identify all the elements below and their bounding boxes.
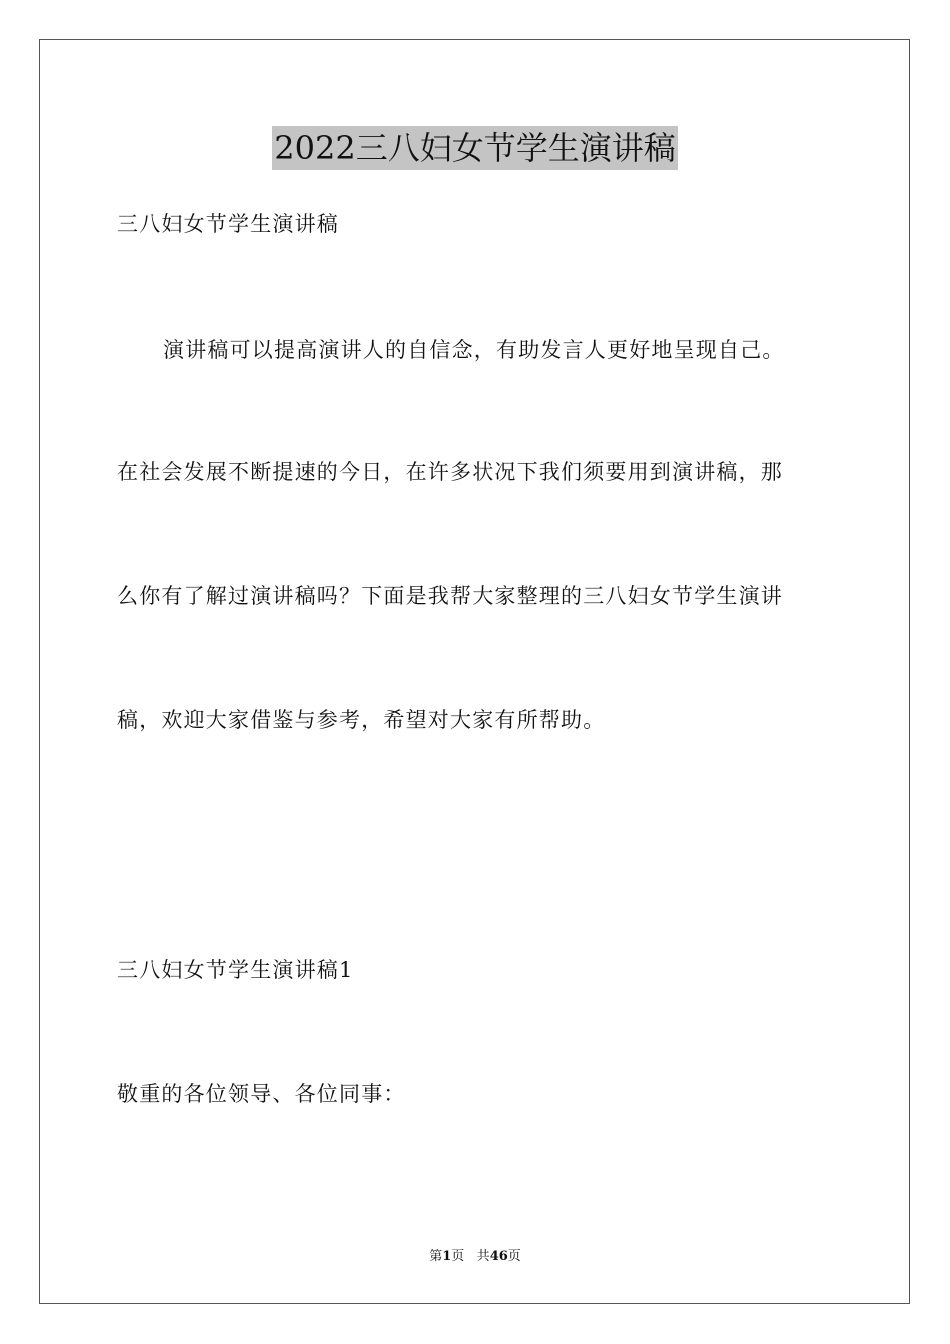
intro-line-1: 演讲稿可以提高演讲人的自信念，有助发言人更好地呈现自己。	[163, 338, 785, 362]
title-container	[0, 126, 950, 170]
footer-page-prefix: 第	[429, 1249, 443, 1264]
footer-total-prefix: 共	[476, 1249, 490, 1264]
footer-total-suffix: 页	[507, 1249, 521, 1264]
footer-page-number: 1	[442, 1249, 452, 1264]
footer-page-suffix: 页	[451, 1249, 465, 1264]
greeting: 敬重的各位领导、各位同事：	[117, 1082, 406, 1106]
document-title: 2022三八妇女节学生演讲稿	[272, 126, 677, 170]
intro-line-3: 么你有了解过演讲稿吗？下面是我帮大家整理的三八妇女节学生演讲	[117, 584, 783, 608]
intro-line-4: 稿，欢迎大家借鉴与参考，希望对大家有所帮助。	[117, 708, 606, 732]
page-footer	[0, 1248, 950, 1266]
subtitle: 三八妇女节学生演讲稿	[117, 212, 339, 236]
intro-line-2: 在社会发展不断提速的今日，在许多状况下我们须要用到演讲稿，那	[117, 460, 783, 484]
section-heading: 三八妇女节学生演讲稿1	[117, 958, 354, 982]
footer-total-pages: 46	[489, 1249, 508, 1264]
